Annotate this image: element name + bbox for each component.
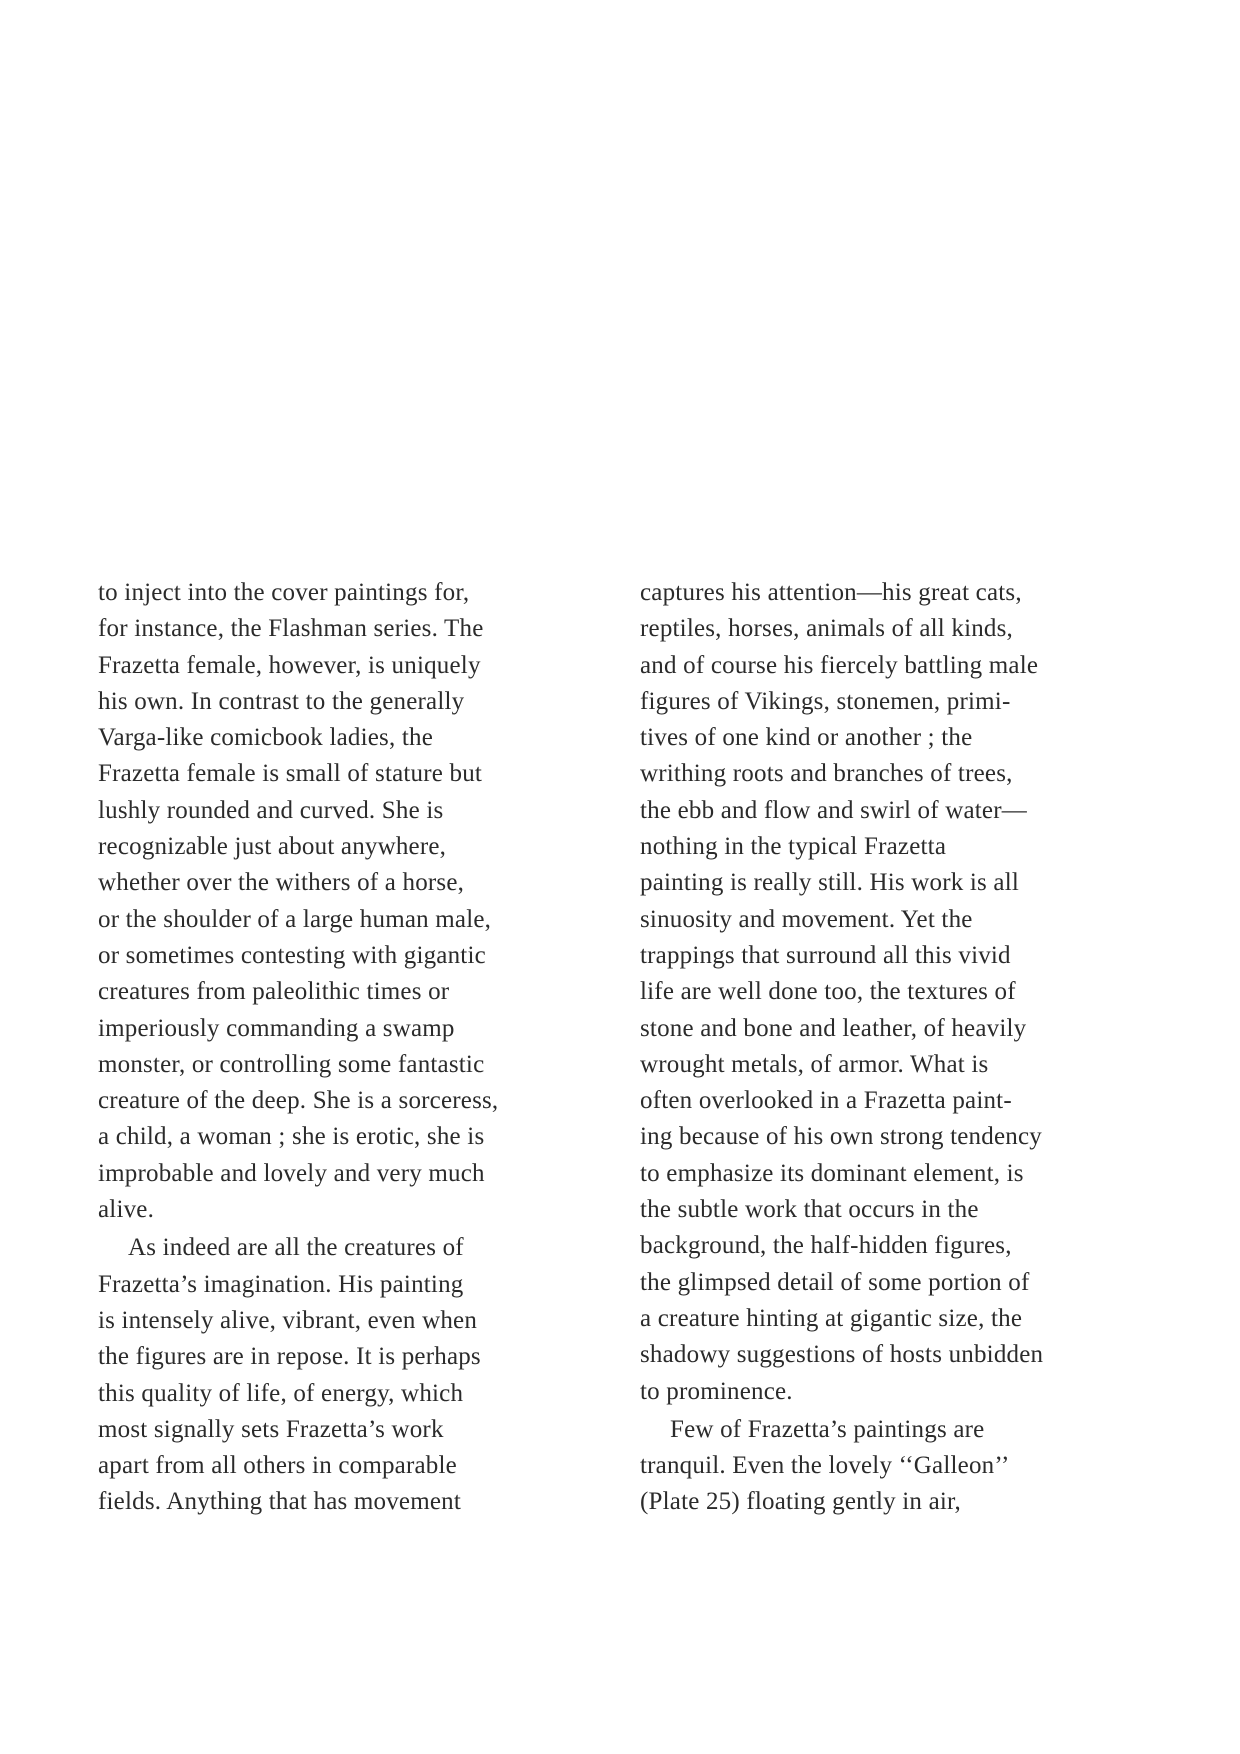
text-line: the ebb and flow and swirl of water—	[640, 796, 1027, 824]
text-line: Frazetta’s imagination. His painting	[98, 1270, 464, 1298]
text-line: background, the half-hidden figures,	[640, 1232, 1012, 1260]
text-line: the figures are in repose. It is perhaps	[98, 1343, 481, 1371]
text-line: (Plate 25) floating gently in air,	[640, 1488, 961, 1516]
text-line: improbable and lovely and very much	[98, 1159, 485, 1187]
text-line: Frazetta female is small of stature but	[98, 760, 483, 788]
text-line: imperiously commanding a swamp	[98, 1014, 455, 1042]
text-line: for instance, the Flashman series. The	[98, 615, 484, 643]
left-text-column	[98, 575, 588, 1521]
text-line: to prominence.	[640, 1377, 793, 1405]
text-line: Few of Frazetta’s paintings are	[670, 1415, 985, 1443]
text-line: figures of Vikings, stonemen, primi-	[640, 687, 1011, 715]
text-line: a child, a woman ; she is erotic, she is	[98, 1123, 485, 1151]
text-line: creature of the deep. She is a sorceress,	[98, 1087, 499, 1115]
text-line: his own. In contrast to the generally	[98, 687, 465, 715]
text-line: shadowy suggestions of hosts unbidden	[640, 1341, 1044, 1369]
text-line: As indeed are all the creatures of	[128, 1234, 464, 1262]
text-line: trappings that surround all this vivid	[640, 941, 1011, 969]
text-line: Frazetta female, however, is uniquely	[98, 651, 481, 679]
text-line: the glimpsed detail of some portion of	[640, 1268, 1030, 1296]
text-line: nothing in the typical Frazetta	[640, 833, 947, 861]
text-line: is intensely alive, vibrant, even when	[98, 1306, 478, 1334]
text-line: a creature hinting at gigantic size, the	[640, 1304, 1023, 1332]
text-line: tranquil. Even the lovely ‘‘Galleon’’	[640, 1452, 1010, 1480]
paragraph	[640, 1412, 1130, 1521]
text-line: ing because of his own strong tendency	[640, 1123, 1042, 1151]
text-line: fields. Anything that has movement	[98, 1488, 462, 1516]
text-line: most signally sets Frazetta’s work	[98, 1415, 444, 1443]
text-line: alive.	[98, 1196, 155, 1224]
text-line: whether over the withers of a horse,	[98, 869, 465, 897]
text-line: reptiles, horses, animals of all kinds,	[640, 615, 1014, 643]
text-line: stone and bone and leather, of heavily	[640, 1014, 1027, 1042]
text-line: to inject into the cover paintings for,	[98, 579, 470, 606]
text-line: apart from all others in comparable	[98, 1452, 457, 1480]
text-line: recognizable just about anywhere,	[98, 833, 447, 861]
text-line: Varga-like comicbook ladies, the	[98, 724, 434, 752]
text-line: creatures from paleolithic times or	[98, 978, 450, 1006]
text-line: painting is really still. His work is all	[640, 869, 1020, 897]
text-line: monster, or controlling some fantastic	[98, 1050, 485, 1078]
text-line: lushly rounded and curved. She is	[98, 796, 444, 824]
text-line: this quality of life, of energy, which	[98, 1379, 464, 1407]
paragraph	[98, 575, 588, 1228]
text-line: wrought metals, of armor. What is	[640, 1050, 989, 1078]
text-line: or sometimes contesting with gigantic	[98, 941, 486, 969]
paragraph	[98, 1230, 588, 1520]
text-line: often overlooked in a Frazetta paint-	[640, 1087, 1012, 1115]
text-line: and of course his fiercely battling male	[640, 651, 1039, 679]
paragraph	[640, 575, 1130, 1410]
text-line: or the shoulder of a large human male,	[98, 905, 492, 933]
text-line: tives of one kind or another ; the	[640, 724, 973, 752]
text-line: writhing roots and branches of trees,	[640, 760, 1013, 788]
text-line: captures his attention—his great cats,	[640, 579, 1022, 606]
text-line: life are well done too, the textures of	[640, 978, 1016, 1006]
text-line: to emphasize its dominant element, is	[640, 1159, 1024, 1187]
text-line: sinuosity and movement. Yet the	[640, 905, 973, 933]
text-line: the subtle work that occurs in the	[640, 1196, 979, 1224]
right-text-column	[640, 575, 1130, 1521]
